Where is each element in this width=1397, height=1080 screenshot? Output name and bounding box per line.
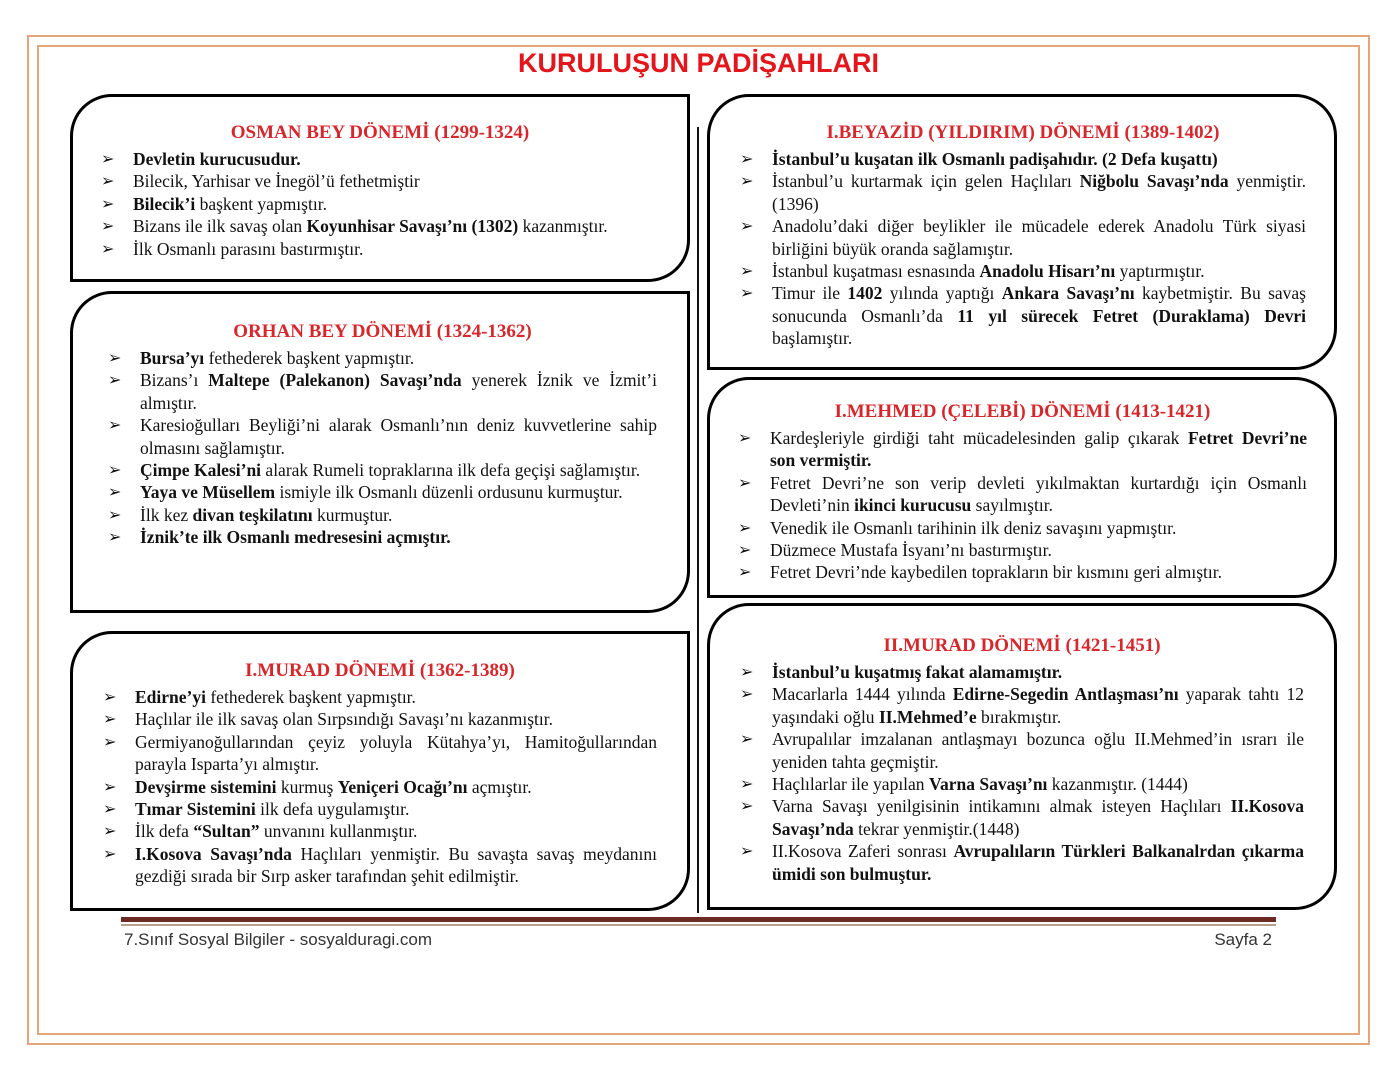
arrow-bullet-icon: ➢ bbox=[108, 482, 122, 502]
bold-text: Bilecik’i bbox=[133, 193, 196, 214]
list-item bbox=[738, 539, 1307, 561]
page-title: KURULUŞUN PADİŞAHLARI bbox=[518, 48, 879, 78]
list-item bbox=[738, 427, 1307, 472]
text: fethederek başkent yapmıştır. bbox=[204, 348, 415, 368]
list-item bbox=[103, 843, 657, 888]
bold-text: Maltepe (Palekanon) Savaşı’nda bbox=[208, 370, 462, 391]
list-item bbox=[740, 728, 1304, 773]
mehmed-1-box bbox=[707, 377, 1337, 598]
bold-text: “Sultan” bbox=[193, 821, 260, 842]
bold-text: 1402 bbox=[847, 283, 883, 304]
bold-text: 11 yıl sürecek Fetret (Duraklama) Devri bbox=[957, 305, 1306, 326]
arrow-bullet-icon: ➢ bbox=[103, 799, 117, 819]
bold-text: Devletin kurucusudur. bbox=[133, 149, 301, 169]
list-item bbox=[101, 193, 659, 215]
bold-text: ikinci kurucusu bbox=[854, 495, 972, 516]
footer-rule bbox=[121, 917, 1276, 922]
bold-text: İstanbul’u kuşatan ilk Osmanlı padişahıdır. (2 Defa kuşattı) bbox=[772, 149, 1218, 169]
arrow-bullet-icon: ➢ bbox=[103, 776, 117, 796]
list-item bbox=[740, 170, 1306, 215]
text: Bilecik, Yarhisar ve İnegöl’ü fethetmiştir bbox=[133, 171, 420, 192]
arrow-bullet-icon: ➢ bbox=[108, 527, 122, 547]
list-item bbox=[740, 661, 1304, 683]
text: Karesioğulları Beyliği’ni alarak Osmanlı’nın deniz kuvvetlerine sahip olmasını sağlamıştır. bbox=[140, 415, 657, 458]
list-item bbox=[740, 773, 1304, 795]
bold-text: Devşirme sistemini bbox=[135, 776, 277, 797]
bold-text: Edirne-Segedin Antlaşması’nı bbox=[952, 684, 1179, 705]
bold-text: II.Mehmed’e bbox=[878, 706, 977, 727]
text: Varna Savaşı yenilgisinin intikamını almak isteyen Haçlıları bbox=[772, 796, 1231, 817]
list-item bbox=[738, 472, 1307, 517]
arrow-bullet-icon: ➢ bbox=[740, 171, 754, 191]
text: Anadolu’daki diğer beylikler ile mücadele ederek Anadolu Türk siyasi birliğini büyük oranda sağlamıştır. bbox=[772, 216, 1306, 259]
osman-bey-box bbox=[70, 94, 690, 282]
arrow-bullet-icon: ➢ bbox=[108, 504, 122, 524]
bold-text: II.Kosova Savaşı’nda bbox=[772, 796, 1304, 839]
text: Fetret Devri’nde kaybedilen toprakların bir kısmını geri almıştır. bbox=[770, 562, 1222, 583]
text: başkent yapmıştır. bbox=[195, 193, 327, 214]
text: yaptırmıştır. bbox=[1115, 261, 1205, 282]
arrow-bullet-icon: ➢ bbox=[101, 216, 115, 236]
beyazid-list bbox=[740, 148, 1306, 350]
list-item bbox=[101, 238, 659, 260]
arrow-bullet-icon: ➢ bbox=[740, 216, 754, 236]
text: Haçlıları yenmiştir. Bu savaşta savaş meydanını gezdiği sırada bir Sırp asker tarafından şehit edilmiştir. bbox=[135, 843, 657, 887]
text: fethederek başkent yapmıştır. bbox=[205, 687, 416, 707]
bold-text: Avrupalıların Türkleri Balkanalrdan çıkarma ümidi son bulmuştur. bbox=[772, 841, 1304, 884]
bold-text: İznik’te ilk Osmanlı medresesini açmıştır. bbox=[140, 527, 451, 548]
arrow-bullet-icon: ➢ bbox=[740, 684, 754, 704]
arrow-bullet-icon: ➢ bbox=[108, 348, 122, 367]
bold-text: Yaya ve Müsellem bbox=[140, 482, 276, 503]
arrow-bullet-icon: ➢ bbox=[103, 821, 117, 841]
arrow-bullet-icon: ➢ bbox=[103, 687, 117, 706]
text: Bizans ile ilk savaş olan bbox=[133, 216, 307, 237]
arrow-bullet-icon: ➢ bbox=[108, 370, 122, 390]
arrow-bullet-icon: ➢ bbox=[740, 283, 754, 303]
text: bırakmıştır. bbox=[976, 706, 1062, 727]
list-item bbox=[103, 798, 657, 820]
list-item bbox=[108, 369, 657, 414]
text: yenmiştir.(1396) bbox=[772, 171, 1306, 214]
text: İlk Osmanlı parasını bastırmıştır. bbox=[133, 238, 364, 259]
orhan-bey-list bbox=[108, 347, 657, 549]
arrow-bullet-icon: ➢ bbox=[103, 731, 117, 751]
text: Haçlılar ile ilk savaş olan Sırpsındığı Savaşı’nı kazanmıştır. bbox=[135, 709, 553, 730]
list-item bbox=[103, 686, 657, 708]
murad-1-list bbox=[103, 686, 657, 888]
list-item bbox=[738, 561, 1307, 583]
list-item bbox=[738, 517, 1307, 539]
text: İstanbul kuşatması esnasında bbox=[772, 261, 980, 282]
osman-bey-heading: OSMAN BEY DÖNEMİ (1299-1324) bbox=[230, 122, 530, 143]
text: yaparak tahtı 12 yaşındaki oğlu bbox=[772, 684, 1304, 727]
text: İlk defa bbox=[135, 821, 194, 842]
footer-source: 7.Sınıf Sosyal Bilgiler - sosyalduragi.com bbox=[124, 930, 433, 949]
bold-text: Edirne’yi bbox=[135, 687, 206, 707]
arrow-bullet-icon: ➢ bbox=[101, 171, 115, 191]
text: başlamıştır. bbox=[772, 328, 853, 349]
list-item bbox=[103, 820, 657, 842]
beyazid-heading: I.BEYAZİD (YILDIRIM) DÖNEMİ (1389-1402) bbox=[826, 122, 1220, 143]
bold-text: Tımar Sistemini bbox=[135, 799, 256, 820]
text: unvanını kullanmıştır. bbox=[259, 821, 418, 842]
list-item bbox=[108, 414, 657, 459]
arrow-bullet-icon: ➢ bbox=[101, 238, 115, 258]
arrow-bullet-icon: ➢ bbox=[108, 460, 122, 480]
list-item bbox=[740, 215, 1306, 260]
list-item bbox=[101, 148, 659, 170]
arrow-bullet-icon: ➢ bbox=[101, 149, 115, 168]
list-item bbox=[740, 260, 1306, 282]
text: sayılmıştır. bbox=[971, 495, 1053, 516]
text: Fetret Devri’ne son verip devleti yıkılmaktan kurtardığı için Osmanlı Devleti’nin bbox=[770, 472, 1307, 516]
arrow-bullet-icon: ➢ bbox=[738, 428, 752, 447]
bold-text: Niğbolu Savaşı’nda bbox=[1079, 171, 1229, 192]
list-item bbox=[108, 504, 657, 526]
list-item bbox=[740, 840, 1304, 885]
text: Bizans’ı bbox=[140, 370, 209, 391]
list-item bbox=[740, 795, 1304, 840]
arrow-bullet-icon: ➢ bbox=[740, 841, 754, 861]
text: yenerek İznik ve İzmit’i almıştır. bbox=[140, 370, 657, 413]
list-item bbox=[103, 708, 657, 730]
text: İstanbul’u kurtarmak için gelen Haçlıları bbox=[772, 171, 1080, 192]
arrow-bullet-icon: ➢ bbox=[103, 709, 117, 729]
column-divider bbox=[697, 127, 699, 913]
bold-text: I.Kosova Savaşı’nda bbox=[135, 843, 292, 864]
text: kazanmıştır. (1444) bbox=[1047, 774, 1188, 795]
text: açmıştır. bbox=[467, 776, 532, 797]
text: tekrar yenmiştir.(1448) bbox=[853, 818, 1020, 839]
bold-text: divan teşkilatını bbox=[192, 504, 313, 525]
murad-1-heading: I.MURAD DÖNEMİ (1362-1389) bbox=[245, 660, 515, 681]
mehmed-1-heading: I.MEHMED (ÇELEBİ) DÖNEMİ (1413-1421) bbox=[834, 401, 1211, 422]
list-item bbox=[740, 683, 1304, 728]
list-item bbox=[101, 170, 659, 192]
murad-2-list bbox=[740, 661, 1304, 885]
text: Haçlılarlar ile yapılan bbox=[772, 774, 929, 795]
murad-2-box bbox=[707, 603, 1337, 910]
beyazid-box bbox=[707, 94, 1337, 370]
text: kurmuştur. bbox=[312, 504, 393, 525]
text: kaybetmiştir. Bu savaş sonucunda Osmanlı’da bbox=[772, 283, 1306, 326]
text: kazanmıştır. bbox=[518, 216, 608, 237]
arrow-bullet-icon: ➢ bbox=[738, 540, 752, 560]
arrow-bullet-icon: ➢ bbox=[740, 662, 754, 681]
arrow-bullet-icon: ➢ bbox=[108, 415, 122, 435]
list-item bbox=[740, 282, 1306, 349]
list-item bbox=[740, 148, 1306, 170]
arrow-bullet-icon: ➢ bbox=[740, 729, 754, 749]
text: Kardeşleriyle girdiği taht mücadelesinden galip çıkarak bbox=[770, 428, 1188, 448]
text: Avrupalılar imzalanan antlaşmayı bozunca oğlu II.Mehmed’in ısrarı ile yeniden tahta geçmiştir. bbox=[772, 729, 1304, 772]
bold-text: Varna Savaşı’nı bbox=[928, 774, 1048, 795]
arrow-bullet-icon: ➢ bbox=[740, 149, 754, 168]
arrow-bullet-icon: ➢ bbox=[740, 261, 754, 281]
footer-page-number: Sayfa 2 bbox=[1214, 930, 1272, 949]
text: II.Kosova Zaferi sonrası bbox=[772, 841, 954, 862]
bold-text: Anadolu Hisarı’nı bbox=[979, 261, 1116, 282]
bold-text: Ankara Savaşı’nı bbox=[1001, 283, 1135, 304]
text: alarak Rumeli topraklarına ilk defa geçişi sağlamıştır. bbox=[261, 460, 641, 481]
bold-text: Fetret Devri’ne son vermiştir. bbox=[770, 428, 1307, 471]
text: Düzmece Mustafa İsyanı’nı bastırmıştır. bbox=[770, 540, 1052, 561]
text: İlk kez bbox=[140, 504, 193, 525]
text: Timur ile bbox=[772, 283, 848, 304]
arrow-bullet-icon: ➢ bbox=[738, 472, 752, 492]
bold-text: Çimpe Kalesi’ni bbox=[140, 460, 262, 481]
osman-bey-list bbox=[101, 148, 659, 260]
orhan-bey-box bbox=[70, 291, 690, 613]
arrow-bullet-icon: ➢ bbox=[103, 843, 117, 863]
bold-text: Bursa’yı bbox=[140, 348, 205, 368]
list-item bbox=[103, 776, 657, 798]
list-item bbox=[101, 215, 659, 237]
bold-text: Koyunhisar Savaşı’nı (1302) bbox=[306, 216, 519, 237]
mehmed-1-list bbox=[738, 427, 1307, 584]
text: ilk defa uygulamıştır. bbox=[255, 799, 410, 820]
arrow-bullet-icon: ➢ bbox=[101, 193, 115, 213]
arrow-bullet-icon: ➢ bbox=[738, 562, 752, 582]
bold-text: İstanbul’u kuşatmış fakat alamamıştır. bbox=[772, 662, 1063, 682]
text: yılında yaptığı bbox=[882, 283, 1002, 304]
text: kurmuş bbox=[276, 776, 338, 797]
arrow-bullet-icon: ➢ bbox=[740, 774, 754, 794]
text: Venedik ile Osmanlı tarihinin ilk deniz savaşını yapmıştır. bbox=[770, 517, 1177, 538]
murad-2-heading: II.MURAD DÖNEMİ (1421-1451) bbox=[883, 635, 1161, 656]
text: Macarlarla 1444 yılında bbox=[772, 684, 953, 705]
text: ismiyle ilk Osmanlı düzenli ordusunu kurmuştur. bbox=[275, 482, 623, 503]
list-item bbox=[103, 731, 657, 776]
list-item bbox=[108, 347, 657, 369]
list-item bbox=[108, 481, 657, 503]
list-item bbox=[108, 459, 657, 481]
footer-rule-thin bbox=[121, 924, 1276, 926]
arrow-bullet-icon: ➢ bbox=[740, 796, 754, 816]
text: Germiyanoğullarından çeyiz yoluyla Kütahya’yı, Hamitoğullarından parayla Isparta’yı almıştır. bbox=[135, 731, 657, 775]
murad-1-box bbox=[70, 631, 690, 911]
orhan-bey-heading: ORHAN BEY DÖNEMİ (1324-1362) bbox=[233, 321, 532, 342]
list-item bbox=[108, 526, 657, 548]
bold-text: Yeniçeri Ocağı’nı bbox=[337, 776, 468, 797]
arrow-bullet-icon: ➢ bbox=[738, 517, 752, 537]
